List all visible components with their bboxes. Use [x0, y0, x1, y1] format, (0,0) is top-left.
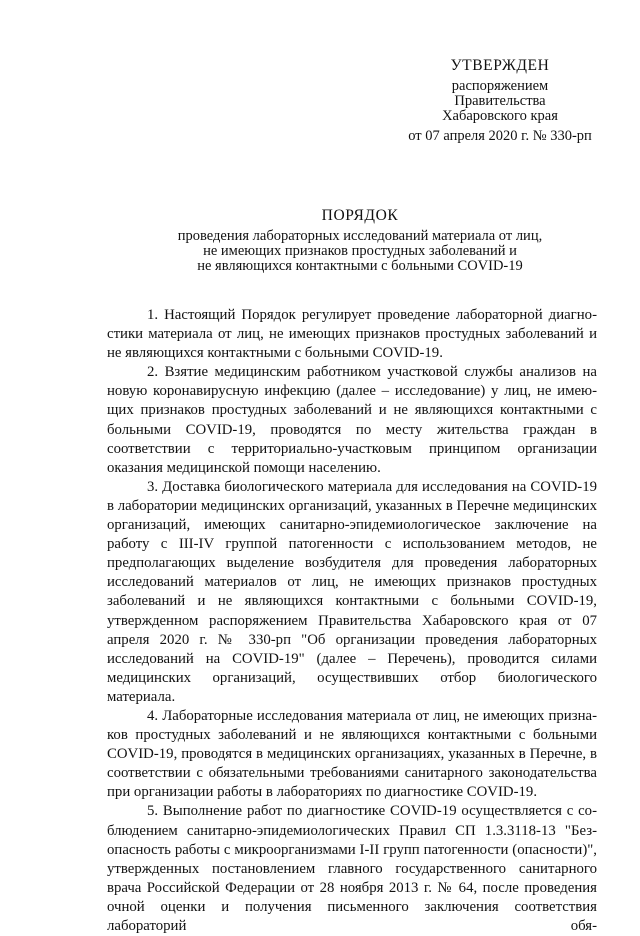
approval-heading: УТВЕРЖДЕН: [450, 57, 550, 74]
approval-line-2: Правительства: [454, 93, 546, 109]
approval-line-1: распоряжением: [451, 78, 549, 94]
document-subtitle-line-1: проведения лабораторных исследований материала от лиц,: [177, 228, 543, 244]
document-subtitle-line-3: не являющихся контактными с больными COVID-19: [197, 258, 523, 274]
paragraph-2: 2. Взятие медицинским работником участковой службы анализов на новую коронавирусную инфекцию (далее – исследование) у лиц, не имеющих признаков простудных заболеваний и не являющихся контактными с больными COVID-19, проводятся по месту жительства граждан в соответствии с территориально-участковым принципом организации оказания медицинской помощи населению.: [107, 364, 597, 476]
approval-stamp-block: [390, 58, 610, 144]
document-body: [107, 306, 597, 936]
paragraph-1: 1. Настоящий Порядок регулирует проведение лабораторной диагностики материала от лиц, не имеющих признаков простудных заболеваний и не являющихся контактными с больными COVID-19.: [107, 307, 597, 362]
paragraph-3: 3. Доставка биологического материала для исследования на COVID-19 в лаборатории медицинских организаций, указанных в Перечне медицинских организаций, имеющих санитарно-эпидемиологическое заключение на работу с III-IV группой патогенности с использованием методов, не предполагающих выделение возбудителя для проведения лабораторных исследований материалов от лиц, не имеющих признаков простудных заболеваний и не являющихся контактными с больными COVID-19, утвержденном распоряжением Правительства Хабаровского края от 07 апреля 2020 г. № 330-рп "Об организации проведения лабораторных исследований на COVID-19" (далее – Перечень), проводится силами медицинских организаций, осуществивших отбор биологического материала.: [107, 478, 597, 705]
paragraph-4: 4. Лабораторные исследования материала от лиц, не имеющих признаков простудных заболеваний и не являющихся контактными с больными COVID-19, проводятся в медицинских организациях, указанных в Перечне, в соответствии с обязательными требованиями санитарного законодательства при организации работы в лабораториях по диагностике COVID-19.: [107, 707, 597, 801]
document-title: ПОРЯДОК: [321, 207, 399, 224]
document-title-block: [60, 208, 640, 274]
paragraph-5: 5. Выполнение работ по диагностике COVID-19 осуществляется с соблюдением санитарно-эпидемиологических Правил СП 1.3.3118-13 "Безопасность работы с микроорганизмами I-II групп патогенности (опасности)", утвержденных постановлением главного государственного санитарного врача Российской Федерации от 28 ноября 2013 г. № 64, после проведения очной оценки и получения письменного заключения соответствия лабораторий обя-: [107, 803, 597, 934]
document-subtitle-line-2: не имеющих признаков простудных заболеваний и: [203, 243, 517, 259]
approval-date-line: от 07 апреля 2020 г. № 330-рп: [408, 128, 592, 144]
approval-line-3: Хабаровского края: [442, 108, 558, 124]
